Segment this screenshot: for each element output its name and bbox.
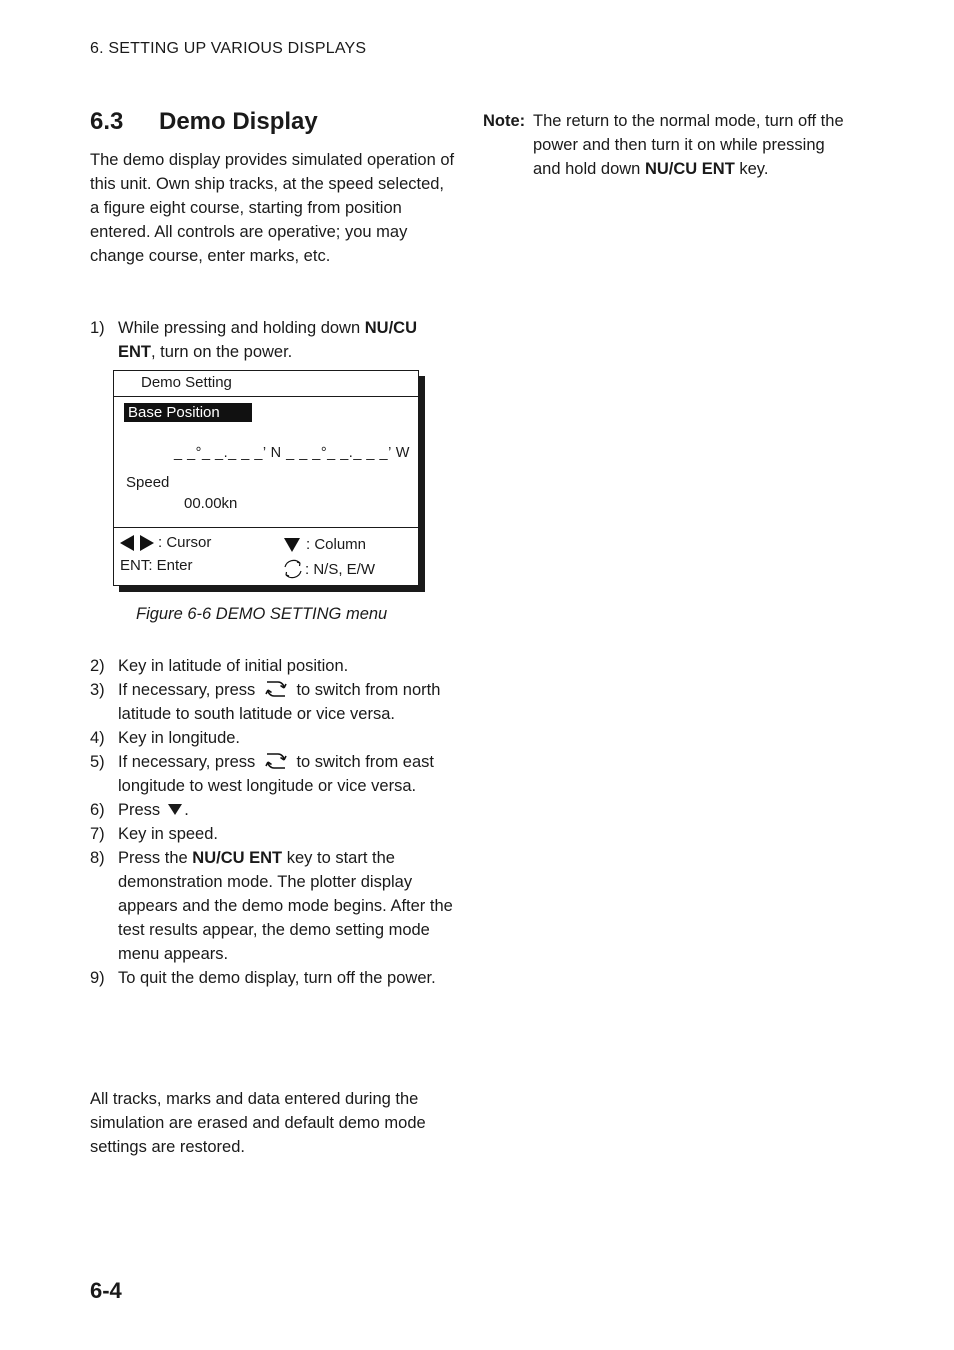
key-name: NU/CU ENT — [192, 849, 283, 867]
step-list-first — [90, 316, 455, 364]
step-number: 8) — [90, 849, 105, 867]
menu-key-guide — [114, 527, 418, 587]
step-text: If necessary, press — [118, 753, 256, 771]
step-number: 6) — [90, 801, 105, 819]
step-item — [90, 822, 455, 846]
column-hint-text: : Column — [306, 536, 367, 553]
enter-hint: ENT: Enter — [120, 557, 193, 574]
right-arrow-icon — [140, 535, 154, 551]
closing-paragraph: All tracks, marks and data entered during the simulation are erased and default demo mode settings are restored. — [90, 1090, 426, 1156]
step-text: , turn on the power. — [151, 343, 293, 361]
base-position-item[interactable] — [124, 403, 252, 422]
step-number: 4) — [90, 729, 105, 747]
down-triangle-icon — [168, 804, 182, 815]
step-item — [90, 750, 455, 798]
step-number: 1) — [90, 319, 105, 337]
step-list-second — [90, 654, 455, 990]
step-text: to switch from north latitude to south latitude or vice versa. — [118, 681, 441, 723]
left-arrow-icon — [120, 535, 134, 551]
note-label: Note: — [483, 112, 526, 130]
menu-title-bar — [114, 371, 418, 397]
section-title: Demo Display — [159, 108, 318, 135]
cursor-hint-text: : Cursor — [158, 534, 212, 551]
note-text-part: The return to the normal mode, turn off the power and then turn it on while pressing and hold down — [533, 112, 844, 178]
step-text: Key in longitude. — [118, 729, 241, 747]
step-text: Key in latitude of initial position. — [118, 657, 349, 675]
step-item — [90, 316, 455, 364]
base-position-label: Base Position — [128, 404, 220, 421]
step-text: Key in speed. — [118, 825, 218, 843]
intro-paragraph: The demo display provides simulated operation of this unit. Own ship tracks, at the speed selected, a figure eight course, starting from position entered. All controls are operative; you may change course, enter marks, etc. — [90, 151, 455, 265]
step-number: 3) — [90, 681, 105, 699]
step-number: 2) — [90, 657, 105, 675]
step-item — [90, 846, 455, 966]
step-item — [90, 966, 455, 990]
note-text-part: key. — [734, 160, 769, 178]
page-number: 6-4 — [90, 1278, 122, 1303]
speed-value-field[interactable]: 00.00kn — [184, 495, 238, 512]
step-text: key to start the demonstration mode. The plotter display appears and the demo mode begins. After the test results appear, the demo setting mode menu appears. — [118, 849, 453, 963]
menu-title: Demo Setting — [141, 374, 232, 391]
step-item — [90, 726, 455, 750]
toggle-key-icon — [264, 750, 288, 772]
ns-ew-hint — [281, 557, 375, 581]
section-number: 6.3 — [90, 108, 124, 135]
cursor-hint — [120, 534, 211, 551]
position-entry-field[interactable]: _ _°_ _._ _ _’ N _ _ _°_ _._ _ _’ W — [174, 445, 410, 461]
toggle-key-icon — [264, 678, 288, 700]
step-text: Press — [118, 801, 161, 819]
column-hint — [284, 536, 366, 553]
demo-setting-menu — [113, 370, 419, 586]
toggle-circle-icon — [281, 557, 305, 581]
speed-label: Speed — [126, 474, 170, 491]
step-text: Press the — [118, 849, 193, 867]
down-triangle-icon — [284, 538, 300, 552]
step-number: 7) — [90, 825, 105, 843]
note-block — [483, 109, 853, 181]
running-header: 6. SETTING UP VARIOUS DISPLAYS — [90, 40, 367, 57]
ns-ew-hint-text: : N/S, E/W — [305, 560, 376, 578]
step-text: to switch from east longitude to west longitude or vice versa. — [118, 753, 434, 795]
key-name: NU/CU ENT — [644, 160, 735, 178]
step-number: 9) — [90, 969, 105, 987]
step-item — [90, 678, 455, 726]
note-text — [533, 109, 853, 181]
step-text: . — [184, 801, 189, 819]
step-text: While pressing and holding down — [118, 319, 365, 337]
section-heading — [90, 108, 318, 136]
step-item — [90, 654, 455, 678]
key-name: NU/CU ENT — [118, 319, 417, 361]
step-text: If necessary, press — [118, 681, 256, 699]
step-item — [90, 798, 455, 822]
figure-caption: Figure 6-6 DEMO SETTING menu — [136, 605, 388, 623]
step-number: 5) — [90, 753, 105, 771]
step-text: To quit the demo display, turn off the power. — [118, 969, 436, 987]
